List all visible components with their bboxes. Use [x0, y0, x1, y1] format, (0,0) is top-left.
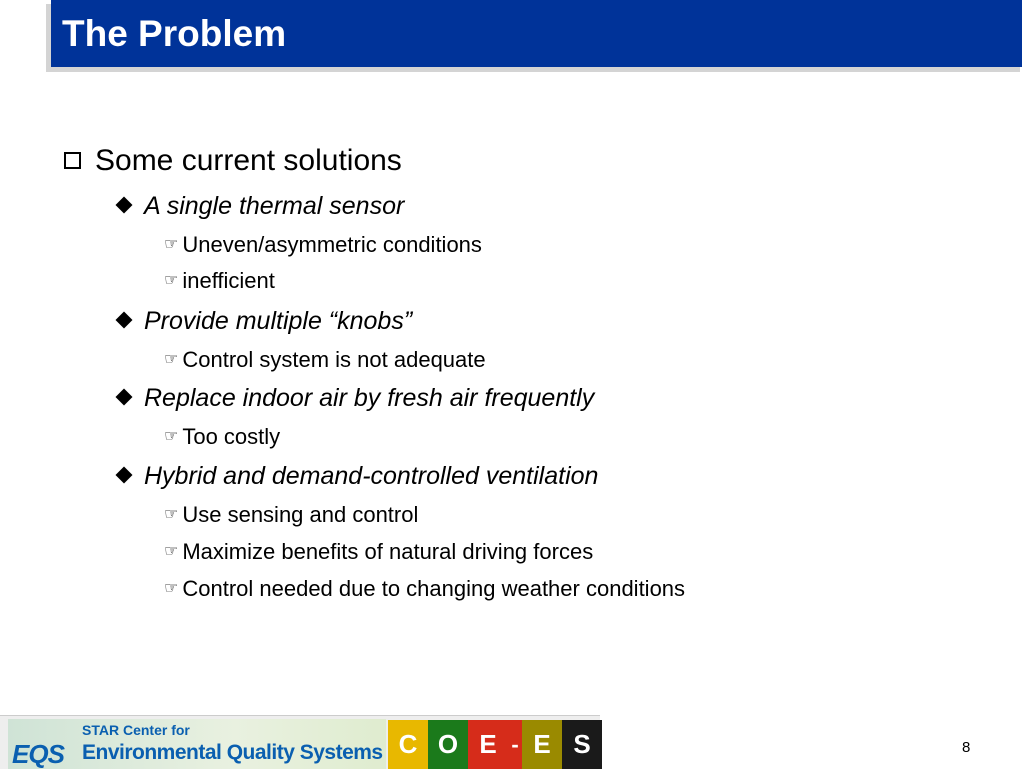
bullet-level3-text: Use sensing and control	[182, 502, 419, 527]
logo-name-text: Environmental Quality Systems	[82, 741, 383, 764]
pointing-hand-icon: ☞	[164, 543, 179, 560]
bullet-level2	[114, 383, 594, 413]
diamond-bullet-icon	[116, 467, 133, 484]
pointing-hand-icon: ☞	[164, 428, 179, 445]
bullet-level3	[164, 267, 275, 295]
bullet-level3-text: inefficient	[182, 268, 275, 293]
diamond-bullet-icon	[116, 312, 133, 329]
eqs-logo-mark: EQS	[12, 739, 64, 769]
coees-letter: S	[562, 720, 602, 769]
bullet-level3	[164, 423, 280, 451]
bullet-level2	[114, 306, 412, 336]
coees-letter: C	[388, 720, 428, 769]
slide-title: The Problem	[62, 13, 287, 54]
bullet-level3	[164, 346, 486, 374]
bullet-level3-text: Control needed due to changing weather conditions	[182, 576, 686, 601]
coees-dash: -	[508, 720, 522, 769]
bullet-level2-text: Provide multiple “knobs”	[144, 307, 413, 335]
bullet-level2-text: Hybrid and demand-controlled ventilation	[144, 462, 599, 490]
bullet-level2-text: Replace indoor air by fresh air frequently	[144, 384, 595, 412]
bullet-level2	[114, 191, 404, 221]
bullet-level1	[64, 143, 402, 179]
coees-letter: E	[468, 720, 508, 769]
bullet-level3-text: Too costly	[182, 424, 281, 449]
pointing-hand-icon: ☞	[164, 236, 179, 253]
bullet-level2-text: A single thermal sensor	[144, 192, 405, 220]
logo-star-text: STAR Center for	[82, 722, 190, 738]
bullet-level3-text: Control system is not adequate	[182, 347, 486, 372]
bullet-level1-text: Some current solutions	[95, 144, 402, 177]
bullet-level3	[164, 538, 593, 566]
page-number: 8	[962, 739, 971, 756]
bullet-level3	[164, 231, 482, 259]
coees-letter: O	[428, 720, 468, 769]
diamond-bullet-icon	[116, 197, 133, 214]
bullet-level3	[164, 575, 685, 603]
pointing-hand-icon: ☞	[164, 351, 179, 368]
coees-logo	[388, 720, 602, 769]
coees-letter: E	[522, 720, 562, 769]
diamond-bullet-icon	[116, 389, 133, 406]
eqs-logo	[8, 719, 386, 769]
bullet-level2	[114, 461, 598, 491]
footer-logo	[0, 715, 600, 769]
pointing-hand-icon: ☞	[164, 272, 179, 289]
pointing-hand-icon: ☞	[164, 506, 179, 523]
pointing-hand-icon: ☞	[164, 580, 179, 597]
bullet-level3-text: Maximize benefits of natural driving forces	[182, 539, 594, 564]
bullet-level3-text: Uneven/asymmetric conditions	[182, 232, 482, 257]
square-bullet-icon	[64, 152, 81, 169]
bullet-level3	[164, 501, 418, 529]
